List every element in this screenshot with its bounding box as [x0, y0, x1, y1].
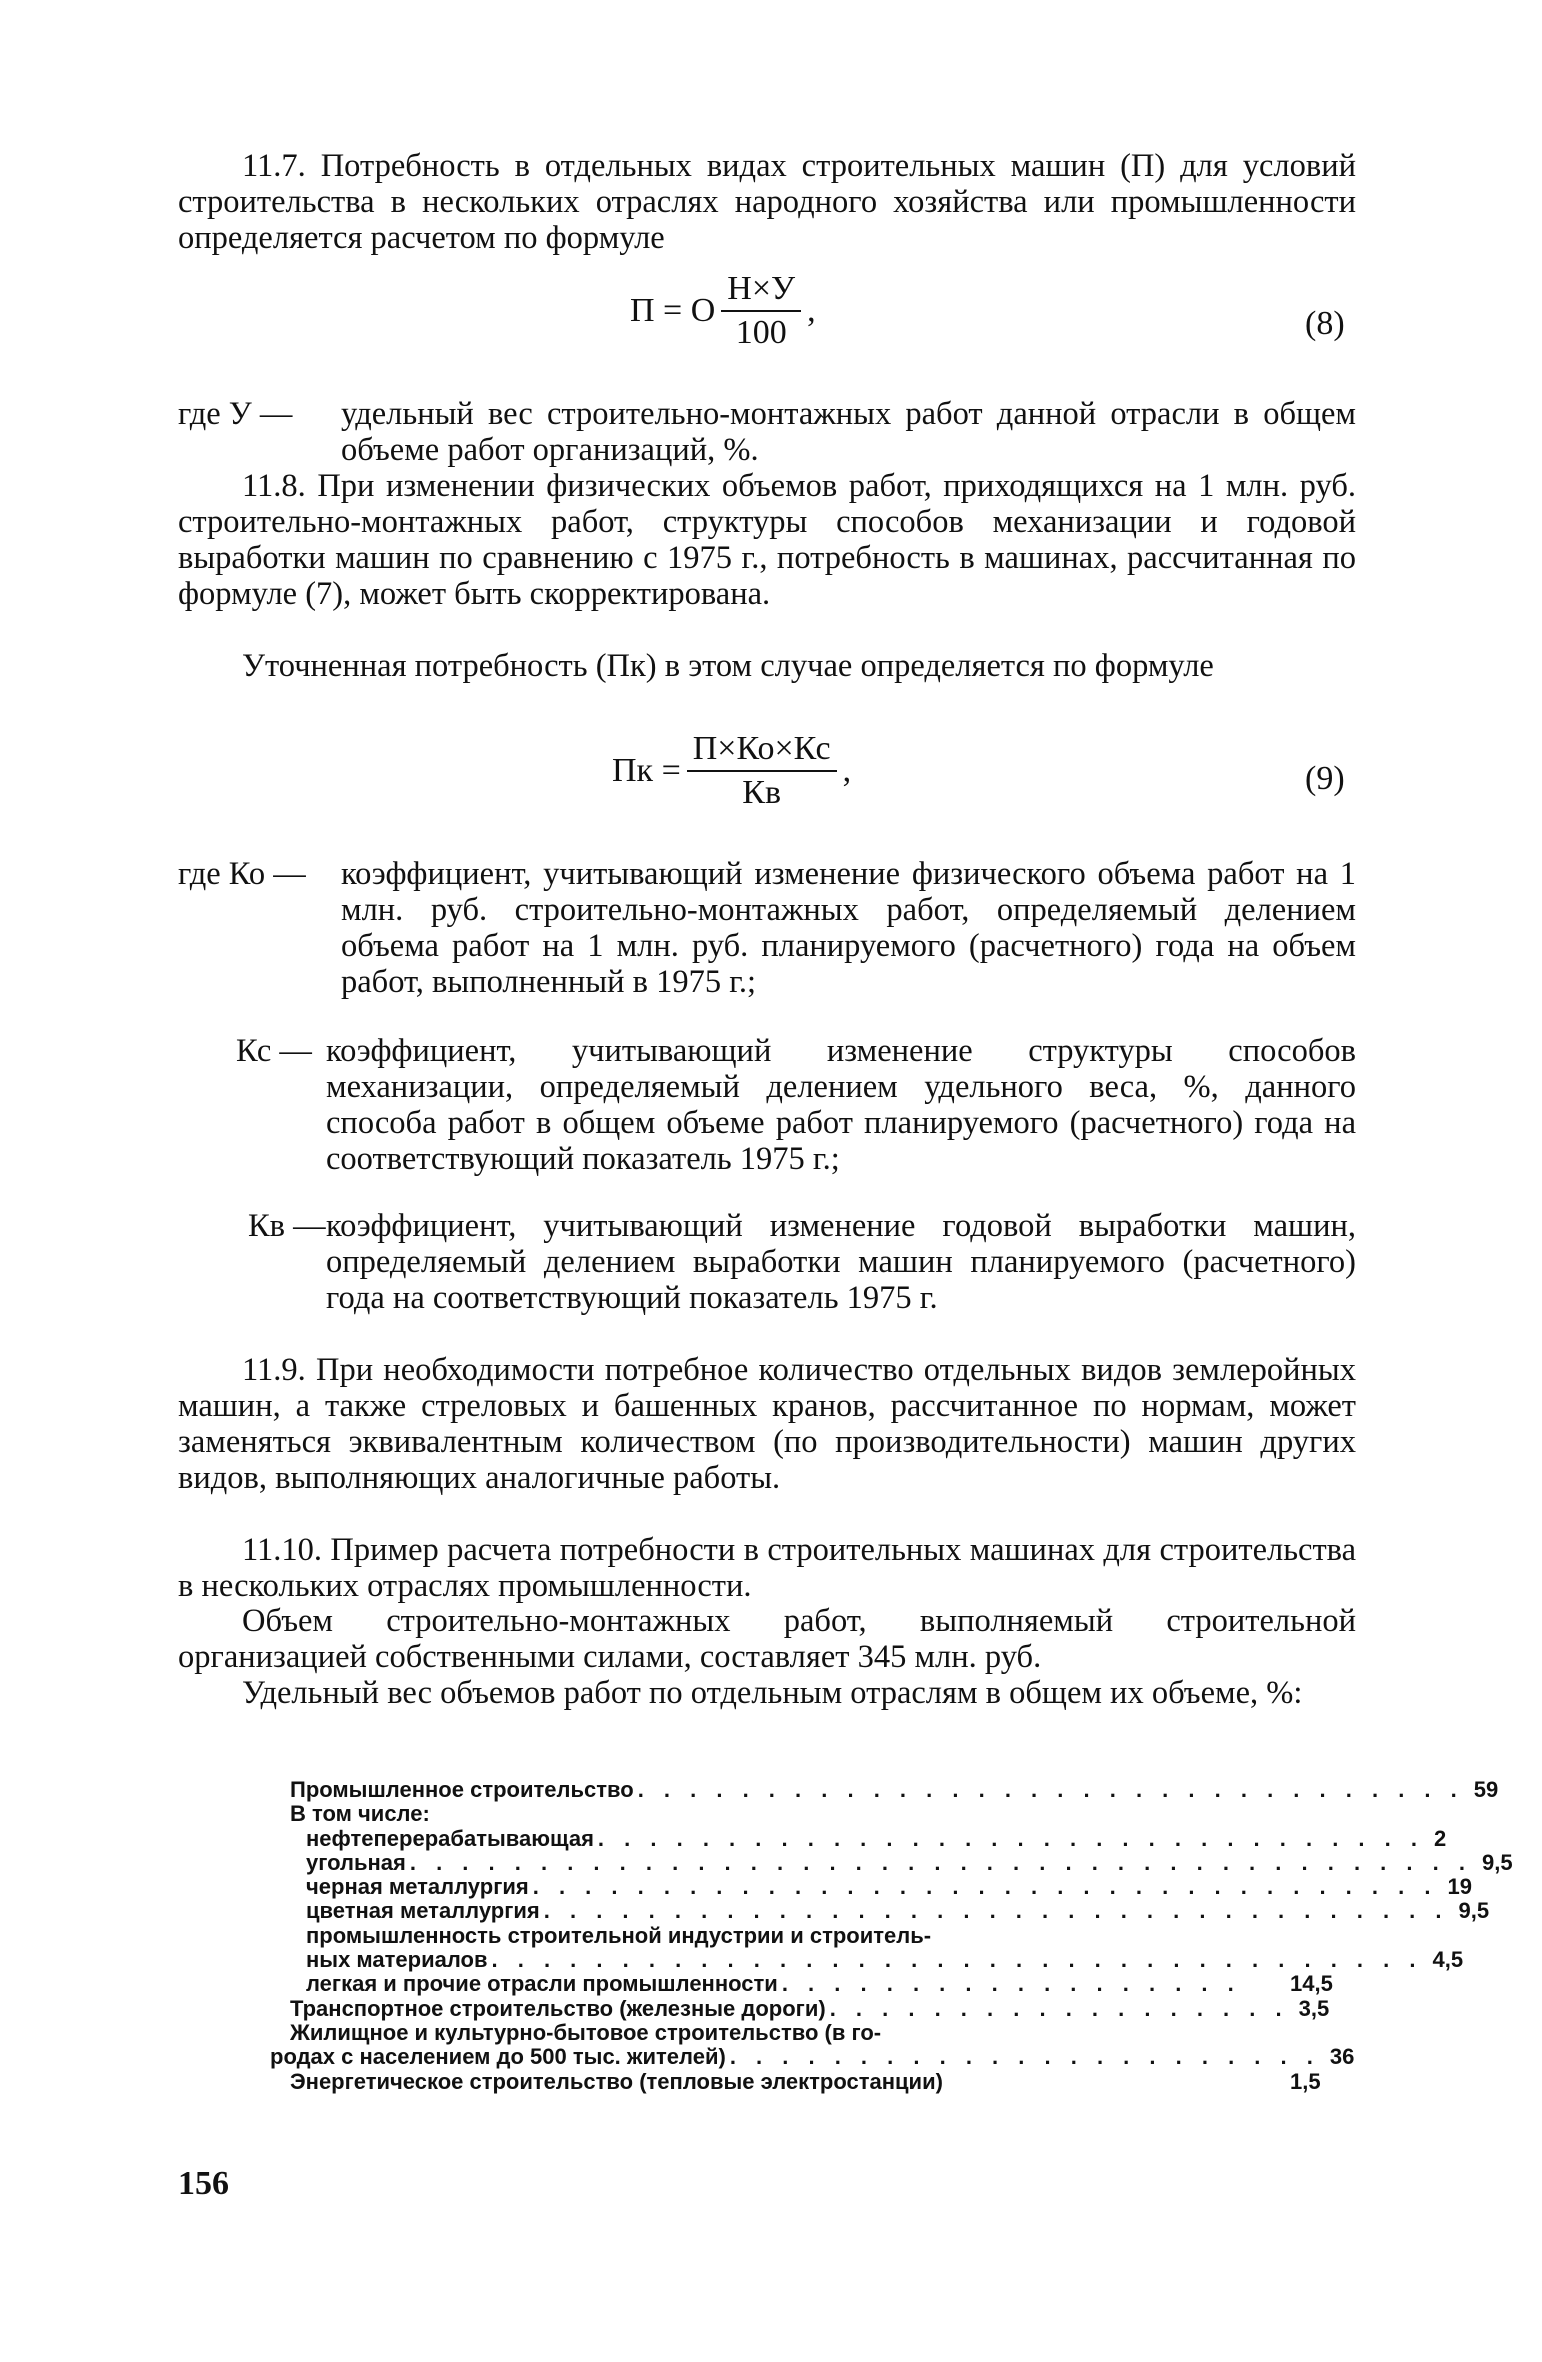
leader-dots: . . . . . . . . . . . . . . . . . . . . . . .	[729, 2044, 1320, 2070]
table-row: промышленность строительной индустрии и строитель-	[306, 1922, 932, 1948]
table-row: Жилищное и культурно-бытовое строительство (в го-	[290, 2019, 882, 2045]
leader-dots: . . . . . . . . . . . . . . . . . . . . . . . . . . . . . . . . . . .	[532, 1874, 1438, 1900]
paragraph-volume: Объем строительно-монтажных работ, выполняемый строительной организацией собственными силами, составляет 345 млн. руб.	[178, 1603, 1356, 1675]
table-row: В том числе:	[290, 1801, 430, 1827]
page-number: 156	[178, 2165, 229, 2202]
leader-dots: . . . . . . . . . . . . . . . . . . . . . . . . . . . . . . . . . . . . . . . . .	[409, 1849, 1472, 1875]
leader-dots: . . . . . . . . . . . . . . . . . . . . . . . . . . . . . . . . . . . .	[491, 1947, 1423, 1973]
formula-9-numerator: П×Ко×Кс	[687, 730, 837, 772]
leader-dots: . . . . . . . . . . . . . . . . . . . . . . . . . . . . . . . . . . .	[543, 1898, 1449, 1924]
table-row: родах с населением до 500 тыс. жителей) . . . . . . . . . . . . . . . . . . . . . . . 36	[270, 2044, 1355, 2070]
table-row: Энергетическое строительство (тепловые электростанции) 1,5	[290, 2068, 1321, 2094]
equation-number-8: (8)	[1305, 305, 1345, 342]
table-row: Транспортное строительство (железные дороги) . . . . . . . . . . . . . . . . . . 3,5	[290, 1995, 1330, 2021]
definition-kv-label: Кв —	[248, 1208, 326, 1244]
paragraph-share: Удельный вес объемов работ по отдельным отраслям в общем их объеме, %:	[242, 1675, 1303, 1711]
formula-8-lhs: П = О	[630, 292, 716, 329]
table-row: нефтеперерабатывающая . . . . . . . . . . . . . . . . . . . . . . . . . . . . . . . . 2	[306, 1825, 1447, 1851]
table-row: легкая и прочие отрасли промышленности . . . . . . . . . . . . . . . . . . 14,5	[306, 1971, 1333, 1997]
paragraph-11-7: 11.7. Потребность в отдельных видах строительных машин (П) для условий строительства в нескольких отраслях народного хозяйства или промышленности определяется расчетом по формуле	[178, 148, 1356, 256]
definition-ko-label: где Ко —	[178, 856, 306, 892]
paragraph-11-9: 11.9. При необходимости потребное количество отдельных видов землеройных машин, а также стреловых и башенных кранов, рассчитанное по нормам, может заменяться эквивалентным количеством (по производительности) машин других видов, выполняющих аналогичные работы.	[178, 1352, 1356, 1496]
formula-9-lhs: Пк =	[612, 752, 681, 789]
sector-share-table	[270, 1777, 1513, 2094]
formula-9-fraction	[687, 730, 837, 812]
definition-kc-text: коэффициент, учитывающий изменение структуры способов механизации, определяемый делением удельного веса, %, данного способа работ в общем объеме работ планируемого (расчетного) года на соответствующий показатель 1975 г.;	[326, 1033, 1356, 1177]
paragraph-11-10: 11.10. Пример расчета потребности в строительных машинах для строительства в нескольких отраслях промышленности.	[178, 1532, 1356, 1604]
paragraph-refined-need: Уточненная потребность (Пк) в этом случае определяется по формуле	[242, 648, 1214, 684]
formula-8-denominator: 100	[735, 314, 787, 351]
where-8-label: где У —	[178, 396, 293, 432]
formula-8-comma: ,	[807, 292, 816, 329]
table-row: ных материалов . . . . . . . . . . . . . . . . . . . . . . . . . . . . . . . . . . . . 4,5	[306, 1947, 1464, 1973]
equation-number-9: (9)	[1305, 760, 1345, 797]
leader-dots: . . . . . . . . . . . . . . . . . .	[829, 1995, 1289, 2021]
formula-9-comma: ,	[842, 752, 852, 789]
paragraph-11-8: 11.8. При изменении физических объемов работ, приходящихся на 1 млн. руб. строительно-монтажных работ, структуры способов механизации и годовой выработки машин по сравнению с 1975 г., потребность в машинах, рассчитанная по формуле (7), может быть скорректирована.	[178, 468, 1356, 612]
coefficient-definitions	[178, 856, 1356, 1356]
formula-9	[612, 730, 851, 812]
formula-8-numerator: Н×У	[721, 270, 801, 312]
formula-8	[630, 270, 816, 352]
table-row: цветная металлургия . . . . . . . . . . . . . . . . . . . . . . . . . . . . . . . . . . . 9,5	[306, 1898, 1490, 1924]
leader-dots: . . . . . . . . . . . . . . . . . .	[781, 1971, 1241, 1997]
formula-8-fraction	[721, 270, 801, 352]
leader-dots: . . . . . . . . . . . . . . . . . . . . . . . . . . . . . . . .	[637, 1777, 1464, 1802]
definition-kc-label: Кс —	[236, 1033, 312, 1069]
table-row: угольная . . . . . . . . . . . . . . . . . . . . . . . . . . . . . . . . . . . . . . . . . 9,5	[306, 1849, 1513, 1875]
formula-9-denominator: Кв	[742, 774, 782, 811]
table-row: Промышленное строительство . . . . . . . . . . . . . . . . . . . . . . . . . . . . . . . . 59	[290, 1777, 1499, 1802]
where-8-block	[178, 396, 1356, 476]
where-8-text: удельный вес строительно-монтажных работ данной отрасли в общем объеме работ организаций, %.	[341, 396, 1356, 468]
definition-ko-text: коэффициент, учитывающий изменение физического объема работ на 1 млн. руб. строительно-монтажных работ, определяемый делением объема работ на 1 млн. руб. планируемого (расчетного) года на объем работ, выполненный в 1975 г.;	[341, 856, 1356, 1000]
table-row: черная металлургия . . . . . . . . . . . . . . . . . . . . . . . . . . . . . . . . . . . 19	[306, 1874, 1472, 1900]
leader-dots: . . . . . . . . . . . . . . . . . . . . . . . . . . . . . . . .	[597, 1825, 1424, 1851]
definition-kv-text: коэффициент, учитывающий изменение годовой выработки машин, определяемый делением выработки машин планируемого (расчетного) года на соответствующий показатель 1975 г.	[326, 1208, 1356, 1316]
